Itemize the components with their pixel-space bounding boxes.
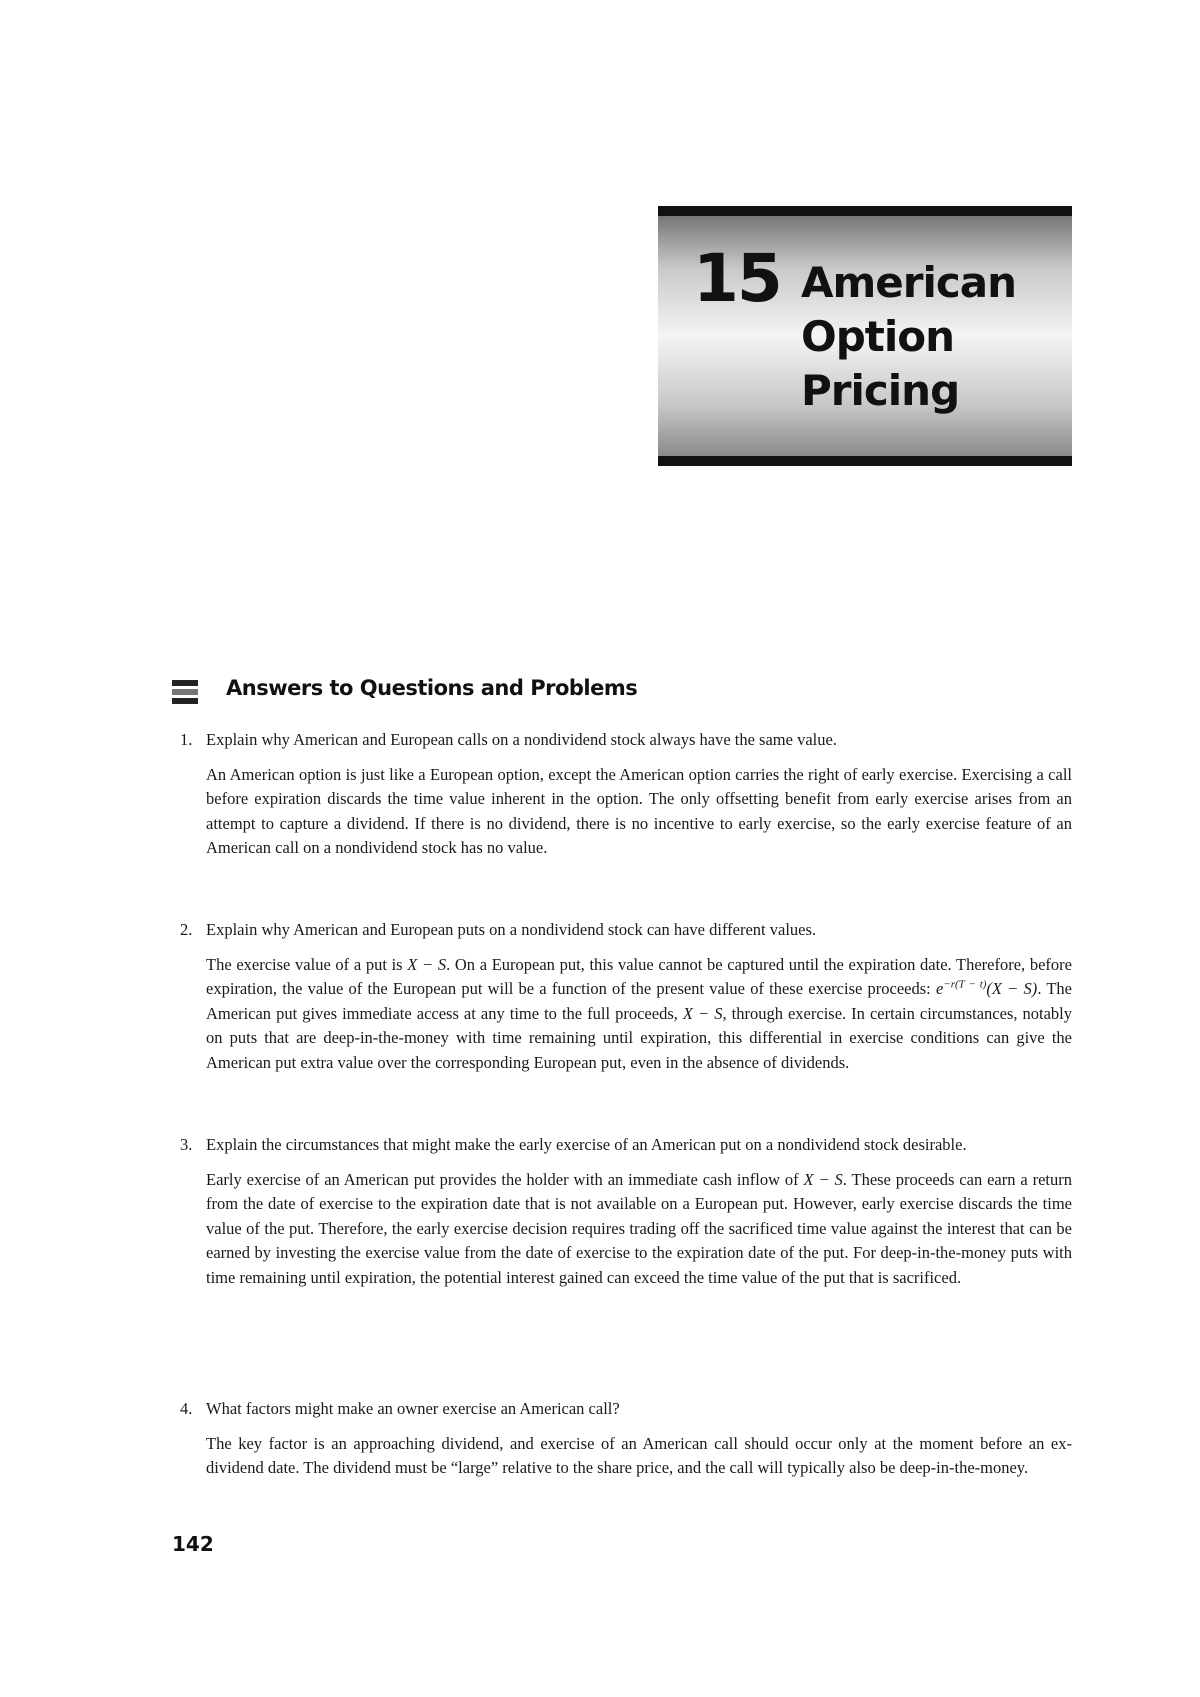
math-expression: X − S (803, 1169, 843, 1189)
question-block (180, 1397, 1072, 1481)
answer-text (180, 953, 1072, 1076)
math-exponent-text: −r(T − t) (943, 978, 987, 991)
answer-text: The key factor is an approaching dividend, and exercise of an American call should occur only at the moment before an ex-dividend date. The dividend must be “large” relative to the share price, and the call will typically also be deep-in-the-money. (206, 1433, 1072, 1477)
page-number: 142 (172, 1532, 214, 1556)
question-number: 2. (180, 920, 193, 939)
answer-segment: The exercise value of a put is (206, 954, 408, 974)
question (180, 1133, 1072, 1158)
answer-segment: . These proceeds can earn a return from the date of exercise to the expiration date that is not available on a European put. However, early exercise discards the time value of the put. Therefore, the early exercise decision requires trading off the sacrificed time value against the interest that can be earned by investing the exercise value from the date of exercise to the expiration date of the put. For deep-in-the-money puts with time remaining until expiration, the potential interest gained can exceed the time value of the put that is sacrificed. (206, 1169, 1072, 1287)
chapter-title-line-3: Pricing (801, 366, 960, 415)
question-block (180, 728, 1072, 861)
question-number: 1. (180, 730, 193, 749)
math-expression: X − S (407, 954, 447, 974)
question-block (180, 1133, 1072, 1290)
answer-segment: Early exercise of an American put provides the holder with an immediate cash inflow of (206, 1169, 804, 1189)
answer-segment: . The American put gives immediate access at any time to the full proceeds, (206, 979, 1073, 1023)
question-block (180, 918, 1072, 1075)
answer-text (180, 1168, 1072, 1291)
answer-segment: . On a European put, this value cannot be captured until the expiration date. Therefore, before expiration, the value of the European put will be a function of the present value of these exercise proceeds: (206, 954, 1072, 998)
chapter-header-bottom-rule (658, 456, 1072, 466)
chapter-number: 15 (693, 240, 781, 317)
math-exponent (943, 979, 986, 991)
math-expression: e (935, 979, 944, 998)
section-marker-icon (172, 680, 198, 704)
question (180, 728, 1072, 753)
math-expression: (X − S) (986, 979, 1038, 998)
chapter-header-top-rule (658, 206, 1072, 216)
chapter-title-line-1: American (801, 258, 1017, 307)
section-heading: Answers to Questions and Problems (226, 676, 638, 700)
question-number: 4. (180, 1399, 193, 1418)
chapter-header (658, 206, 1072, 466)
question-text: Explain why American and European puts on a nondividend stock can have different values. (206, 920, 817, 939)
answer-segment: , through exercise. In certain circumstances, notably on puts that are deep-in-the-money with time remaining until expiration, this differential in exercise conditions can give the American put extra value over the corresponding European put, even in the absence of dividends. (206, 1003, 1072, 1072)
chapter-title-line-2: Option (801, 312, 954, 361)
question (180, 918, 1072, 943)
chapter-header-background (658, 216, 1072, 456)
math-expression: X − S (682, 1003, 723, 1023)
question-text: Explain the circumstances that might make the early exercise of an American put on a nondividend stock desirable. (206, 1135, 967, 1154)
answer-text: An American option is just like a European option, except the American option carries the right of early exercise. Exercising a call before expiration discards the time value inherent in the option. The only offsetting benefit from early exercise arises from an attempt to capture a dividend. If there is no dividend, there is no incentive to early exercise, so the early exercise feature of an American call on a nondividend stock has no value. (206, 764, 1072, 857)
question-number: 3. (180, 1135, 193, 1154)
chapter-title (801, 256, 1016, 418)
question-text: Explain why American and European calls on a nondividend stock always have the same value. (206, 730, 837, 749)
question (180, 1397, 1072, 1422)
question-text: What factors might make an owner exercise an American call? (206, 1399, 620, 1418)
